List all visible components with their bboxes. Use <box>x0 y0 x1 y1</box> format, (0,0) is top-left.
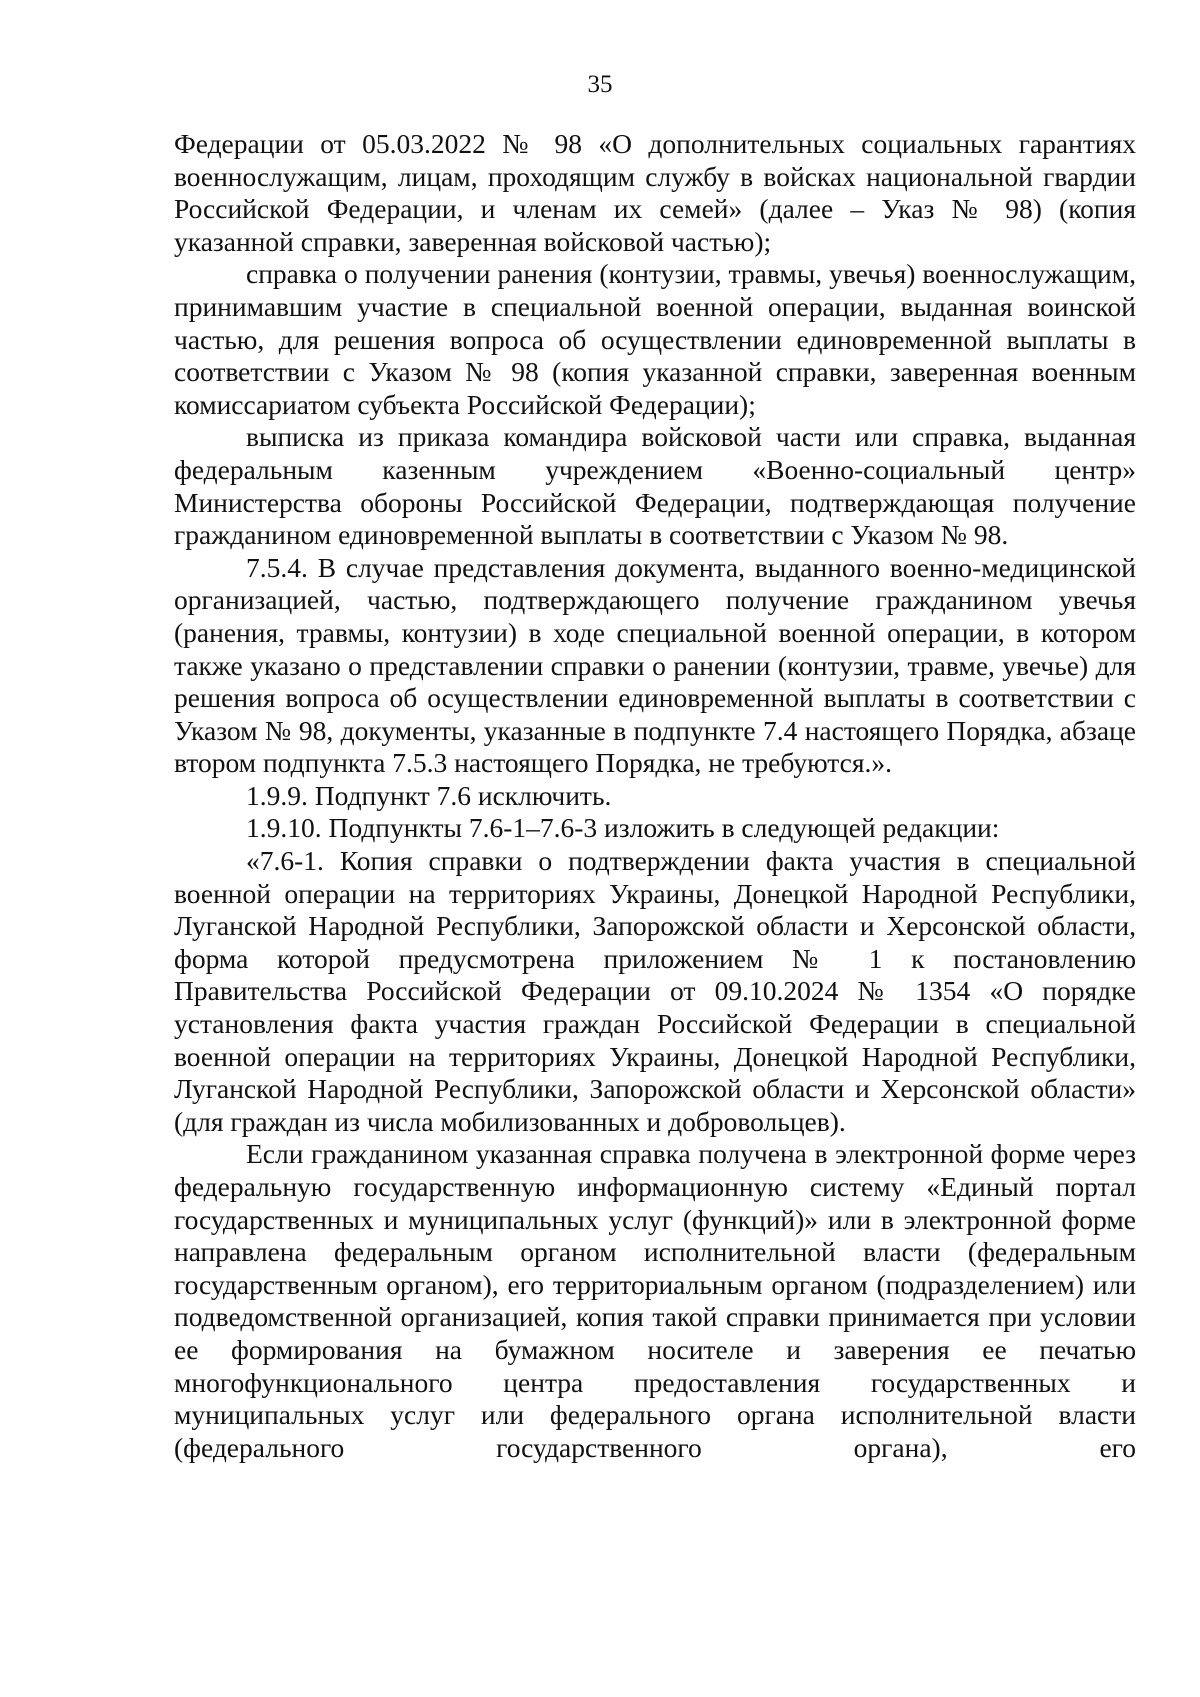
paragraph: Федерации от 05.03.2022 № 98 «О дополнительных социальных гарантиях военнослужащим, лицам, проходящим службу в войсках национальной гвардии Российской Федерации, и членам их семей» (далее – Указ № 98) (копия указанной справки, заверенная войсковой частью); <box>174 128 1136 257</box>
document-body <box>174 128 1136 1464</box>
paragraph: «7.6-1. Копия справки о подтверждении факта участия в специальной военной операции на территориях Украины, Донецкой Народной Республики, Луганской Народной Республики, Запорожской области и Херсонской области, форма которой предусмотрена приложением № 1 к постановлению Правительства Российской Федерации от 09.10.2024 № 1354 «О порядке установления факта участия граждан Российской Федерации в специальной военной операции на территориях Украины, Донецкой Народной Республики, Луганской Народной Республики, Запорожской области и Херсонской области» (для граждан из числа мобилизованных и добровольцев). <box>174 845 1136 1137</box>
page-number: 35 <box>587 71 613 98</box>
paragraph: 1.9.10. Подпункты 7.6-1–7.6-3 изложить в следующей редакции: <box>246 812 1000 844</box>
paragraph: выписка из приказа командира войсковой части или справка, выданная федеральным казенным учреждением «Военно-социальный центр» Министерства обороны Российской Федерации, подтверждающая получение гражданином единовременной выплаты в соответствии с Указом № 98. <box>174 421 1136 551</box>
paragraph: 7.5.4. В случае представления документа, выданного военно-медицинской организацией, частью, подтверждающего получение гражданином увечья (ранения, травмы, контузии) в ходе специальной военной операции, в котором также указано о представлении справки о ранении (контузии, травме, увечье) для решения вопроса об осуществлении единовременной выплаты в соответствии с Указом № 98, документы, указанные в подпункте 7.4 настоящего Порядка, абзаце втором подпункта 7.5.3 настоящего Порядка, не требуются.». <box>174 551 1136 779</box>
paragraph: Если гражданином указанная справка получена в электронной форме через федеральную государственную информационную систему «Единый портал государственных и муниципальных услуг (функций)» или в электронной форме направлена федеральным органом исполнительной власти (федеральным государственным органом), его территориальным органом (подразделением) или подведомственной организацией, копия такой справки принимается при условии ее формирования на бумажном носителе и заверения ее печатью многофункционального центра предоставления государственных и муниципальных услуг или федерального органа исполнительной власти (федерального государственного органа), его <box>174 1138 1136 1463</box>
paragraph: 1.9.9. Подпункт 7.6 исключить. <box>246 779 612 811</box>
paragraph: справка о получении ранения (контузии, травмы, увечья) военнослужащим, принимавшим участие в специальной военной операции, выданная воинской частью, для решения вопроса об осуществлении единовременной выплаты в соответствии с Указом № 98 (копия указанной справки, заверенная военным комиссариатом субъекта Российской Федерации); <box>174 258 1136 420</box>
